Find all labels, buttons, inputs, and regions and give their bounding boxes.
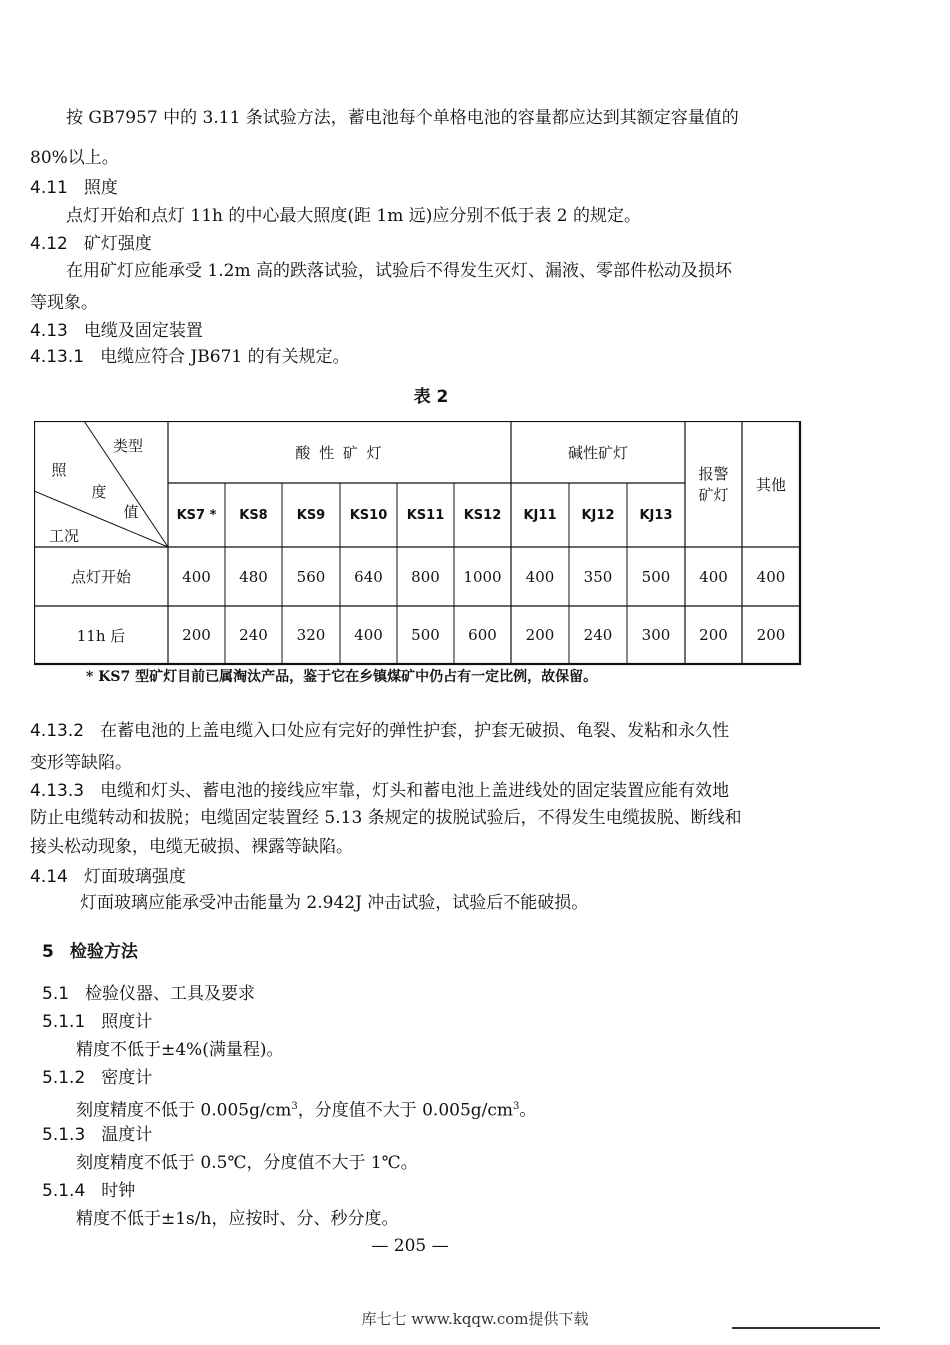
paragraph-line: 按 GB7957 中的 3.11 条试验方法，蓄电池每个单格电池的容量都应达到其额定容量值的 [66,108,739,128]
group-header-alarm [685,421,742,547]
row-label: 11h 后 [76,626,126,645]
group-header-alarm-line: 报警 [698,465,729,483]
section-heading-4-12 [30,233,152,255]
lamp-code: KS12 [463,507,502,523]
paragraph-line: 80%以上。 [30,148,119,168]
section-title: 矿灯强度 [83,234,152,254]
table-cell: 480 [239,567,268,586]
superscript: 3 [291,1101,298,1112]
superscript: 3 [513,1101,520,1112]
section-title: 时钟 [101,1181,136,1201]
table-cell: 200 [525,626,555,644]
lamp-code: KJ11 [523,507,557,523]
text-run: 。 [519,1100,537,1121]
corner-label-type: 类型 [112,436,143,455]
group-header-acid: 酸 性 矿 灯 [295,443,384,462]
section-title: 照度计 [101,1012,153,1032]
page-number: — 205 — [371,1236,449,1256]
text-run: 刻度精度不低于 0.005g/cm [76,1100,292,1121]
table-cell: 400 [354,626,383,644]
corner-label-condition: 工况 [48,526,79,545]
section-heading-4-14 [30,866,186,888]
section-heading-5-1 [42,983,255,1005]
table-cell: 640 [354,567,383,586]
table-cell: 560 [296,567,326,586]
section-title: 照度 [83,178,118,198]
paragraph-line: 变形等缺陷。 [30,753,132,773]
section-number: 5.1.3 [42,1125,86,1145]
table-cell: 320 [296,626,326,644]
section-title: 密度计 [101,1068,153,1088]
group-header-alkaline: 碱性矿灯 [567,443,628,462]
section-number: 5 [42,942,54,962]
paragraph-line: 在蓄电池的上盖电缆入口处应有完好的弹性护套，护套无破损、龟裂、发粘和永久性 [100,721,730,741]
paragraph-line: 精度不低于±1s/h，应按时、分、秒分度。 [76,1209,399,1229]
lamp-code: KS7 * [176,507,217,523]
table-cell: 200 [699,626,728,644]
section-number: 5.1 [42,984,70,1004]
section-number: 4.13.3 [30,781,85,801]
table-cell: 400 [756,567,786,586]
paragraph-line: 在用矿灯应能承受 1.2m 高的跌落试验，试验后不得发生灭灯、漏液、零部件松动及损坏 [66,261,732,281]
paragraph-line: 刻度精度不低于 0.5℃，分度值不大于 1℃。 [76,1153,418,1173]
lamp-code: KS11 [406,507,445,523]
table-cell: 400 [525,567,555,586]
group-header-other: 其他 [755,475,786,494]
table-cell: 500 [641,567,671,586]
lamp-code: KS10 [349,507,388,523]
table-cell: 400 [699,567,728,586]
paragraph-line: 防止电缆转动和拔脱；电缆固定装置经 5.13 条规定的拔脱试验后，不得发生电缆拔脱、断线和 [30,808,742,828]
section-heading-5-1-1 [42,1011,152,1033]
paragraph-line: 等现象。 [30,293,98,313]
corner-label-value: 值 [123,502,139,521]
table-cell: 400 [182,567,211,586]
site-credit: 库七七 www.kqqw.com提供下载 [361,1310,589,1328]
paragraph-line: 电缆和灯头、蓄电池的接线应牢靠，灯头和蓄电池上盖进线处的固定装置应能有效地 [100,781,730,801]
section-title: 检验方法 [69,942,138,962]
section-heading-4-13-1 [30,346,350,368]
table-cell: 240 [583,626,613,644]
table-cell: 600 [468,626,497,644]
section-title: 电缆及固定装置 [83,321,203,341]
section-heading-5 [42,941,138,963]
lamp-code: KS8 [239,507,268,523]
section-number: 5.1.1 [42,1012,86,1032]
section-heading-4-13-2 [30,720,729,742]
text-run: ，分度值不大于 0.005g/cm [297,1100,514,1121]
corner-label-illum: 照 [51,460,67,479]
table-footnote: * KS7 型矿灯目前已属淘汰产品，鉴于它在乡镇煤矿中仍占有一定比例，故保留。 [86,669,598,685]
section-number: 4.13.2 [30,721,85,741]
section-number: 4.14 [30,867,68,887]
table-cell: 350 [583,567,613,586]
table-cell: 500 [411,626,440,644]
table-cell: 800 [411,567,440,586]
section-number: 5.1.4 [42,1181,86,1201]
section-title: 温度计 [101,1125,153,1145]
section-title: 灯面玻璃强度 [83,867,186,887]
paragraph-line: 点灯开始和点灯 11h 的中心最大照度(距 1m 远)应分别不低于表 2 的规定。 [66,206,642,226]
section-text: 电缆应符合 JB671 的有关规定。 [100,347,350,367]
table-cell: 1000 [463,567,502,586]
section-number: 4.11 [30,178,68,198]
table-caption: 表 2 [413,387,449,407]
section-title: 检验仪器、工具及要求 [85,984,256,1004]
paragraph-line: 灯面玻璃应能承受冲击能量为 2.942J 冲击试验，试验后不能破损。 [80,893,589,913]
section-heading-4-13 [30,320,203,342]
section-number: 4.13.1 [30,347,85,367]
table-cell: 300 [641,626,671,644]
section-heading-5-1-2 [42,1067,152,1089]
table-cell: 200 [756,626,786,644]
paragraph-line: 精度不低于±4%(满量程)。 [76,1040,284,1060]
lamp-code: KJ13 [639,507,673,523]
lamp-code: KJ12 [581,507,615,523]
section-number: 5.1.2 [42,1068,86,1088]
footer-rule [732,1327,880,1329]
paragraph-line [76,1096,536,1122]
section-heading-4-13-3 [30,780,729,802]
row-label: 点灯开始 [70,568,131,586]
section-heading-5-1-3 [42,1124,152,1146]
group-header-alarm-line: 矿灯 [698,486,729,504]
paragraph-line: 接头松动现象，电缆无破损、裸露等缺陷。 [30,837,353,857]
lamp-code: KS9 [296,507,326,523]
section-number: 4.13 [30,321,68,341]
table-cell: 200 [182,626,211,644]
corner-label-illum: 度 [91,482,107,501]
section-heading-5-1-4 [42,1180,135,1202]
section-heading-4-11 [30,177,118,199]
table-cell: 240 [239,626,268,644]
section-number: 4.12 [30,234,68,254]
